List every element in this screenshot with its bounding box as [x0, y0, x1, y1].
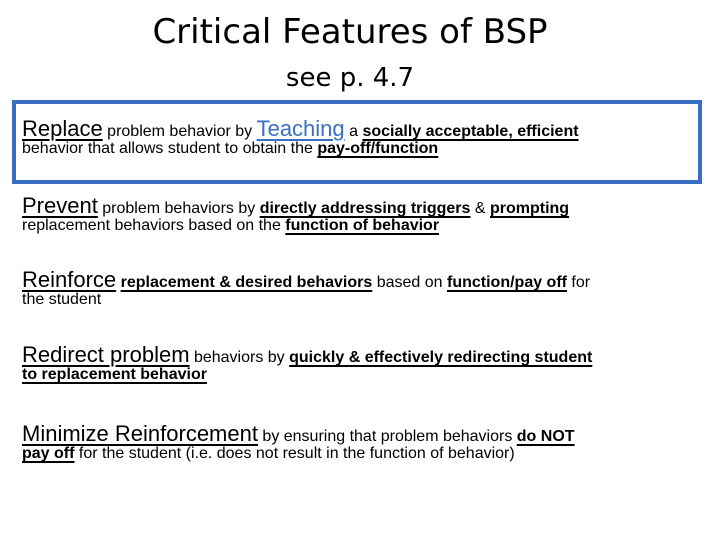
text: behaviors by	[189, 349, 290, 366]
text: for the student (i.e. does not result in the function of behavior)	[74, 445, 515, 462]
feature-reinforce	[22, 267, 702, 309]
phrase-prompting: prompting	[489, 200, 570, 217]
feature-minimize-reinforcement	[22, 421, 702, 463]
text: replacement behaviors based on the	[22, 217, 286, 234]
keyword-replace: Replace	[22, 116, 103, 141]
feature-replace	[22, 116, 702, 158]
text: for	[566, 274, 591, 291]
feature-reinforce-line1	[22, 267, 702, 293]
keyword-teaching: Teaching	[256, 116, 345, 141]
feature-replace-line1	[22, 116, 702, 142]
text: by ensuring that problem behaviors	[257, 428, 517, 445]
text: based on	[372, 274, 447, 291]
keyword-reinforce: Reinforce	[22, 267, 117, 292]
slide-title: Critical Features of BSP	[152, 12, 548, 52]
phrase-pay-off-function: pay-off/function	[317, 140, 439, 157]
keyword-problem: problem	[103, 342, 190, 367]
feature-redirect-line2	[22, 366, 702, 384]
text: a	[344, 123, 363, 140]
phrase-socially-acceptable: socially acceptable, efficient	[362, 123, 579, 140]
phrase-function-of-behavior: function of behavior	[285, 217, 440, 234]
slide-subtitle: see p. 4.7	[285, 63, 415, 93]
text: &	[470, 200, 490, 217]
feature-reinforce-line2	[22, 291, 702, 309]
phrase-do-not: do NOT	[516, 428, 575, 445]
phrase-function-pay-off: function/pay off	[447, 274, 567, 291]
text: problem behaviors by	[97, 200, 260, 217]
phrase-pay-off: pay off	[22, 445, 75, 462]
keyword-minimize-reinforcement: Minimize Reinforcement	[22, 421, 258, 446]
feature-prevent-line1	[22, 193, 702, 219]
feature-replace-line2	[22, 140, 702, 158]
feature-redirect	[22, 342, 702, 384]
keyword-redirect: Redirect	[22, 342, 104, 367]
phrase-replacement-desired: replacement & desired behaviors	[120, 274, 373, 291]
text: the student	[22, 291, 102, 308]
feature-prevent	[22, 193, 702, 235]
phrase-to-replacement-behavior: to replacement behavior	[22, 366, 207, 383]
feature-minimize-line2	[22, 445, 702, 463]
feature-prevent-line2	[22, 217, 702, 235]
phrase-quickly-effectively: quickly & effectively redirecting student	[289, 349, 593, 366]
text: behavior that allows student to obtain the	[22, 140, 318, 157]
phrase-directly-addressing: directly addressing triggers	[259, 200, 471, 217]
keyword-prevent: Prevent	[22, 193, 98, 218]
feature-minimize-line1	[22, 421, 702, 447]
text: problem behavior by	[102, 123, 257, 140]
feature-redirect-line1	[22, 342, 702, 368]
